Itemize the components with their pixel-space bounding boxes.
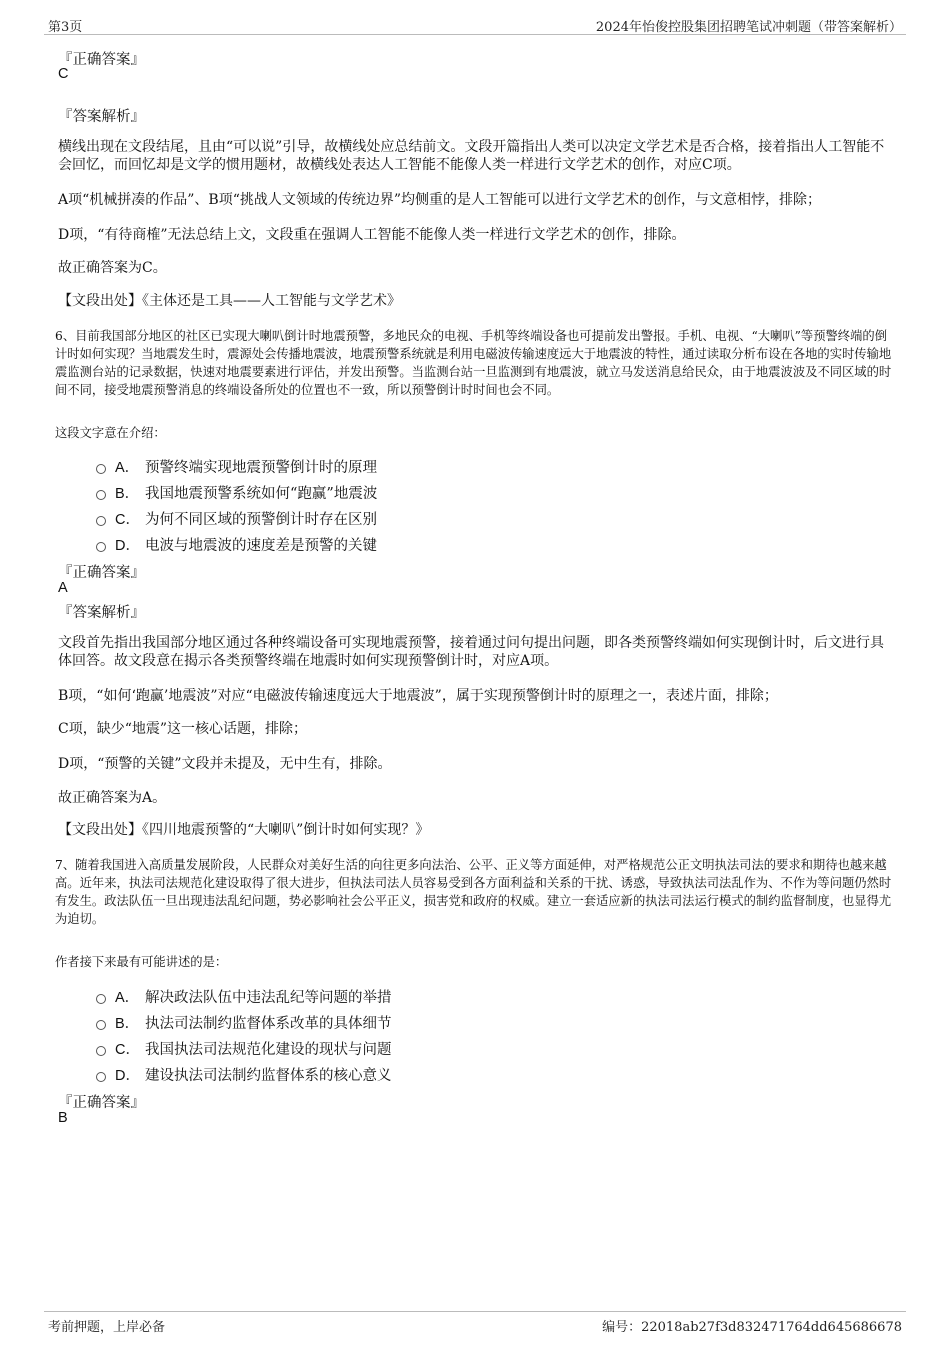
option-c[interactable] bbox=[96, 508, 377, 529]
analysis-paragraph: D项，“预警的关键”文段并未提及，无中生有，排除。 bbox=[58, 756, 392, 772]
analysis-paragraph: D项，“有待商榷”无法总结上文，文段重在强调人工智能不能像人类一样进行文学艺术的创作，排除。 bbox=[58, 227, 686, 243]
correct-answer-label: 『正确答案』 bbox=[58, 565, 145, 581]
correct-answer-value: C bbox=[58, 66, 69, 82]
question-stem: 6、目前我国部分地区的社区已实现大喇叭倒计时地震预警，多地民众的电视、手机等终端设备也可提前发出警报。手机、电视、“大喇叭”等预警终端的倒计时如何实现？当地震发生时，震源处会传播地震波，地震预警系统就是利用电磁波传输速度远大于地震波的特性，通过读取分析布设在各地的实时传输地震监测台站的记录数据，快速对地震要素进行评估，并发出预警。当监测台站一旦监测到有地震波，就立马发送消息给民众，由于地震波波及不同区域的时间不同，接受地震预警消息的终端设备所处的位置也不一致，所以预警倒计时时间也会不同。 bbox=[55, 329, 892, 397]
option-letter: C． bbox=[115, 1042, 140, 1058]
option-text: 我国执法司法规范化建设的现状与问题 bbox=[145, 1042, 392, 1058]
page-header bbox=[44, 14, 906, 35]
analysis-conclusion: 故正确答案为C。 bbox=[58, 260, 167, 276]
analysis-label: 『答案解析』 bbox=[58, 109, 145, 125]
option-d[interactable] bbox=[96, 534, 377, 555]
option-text: 预警终端实现地震预警倒计时的原理 bbox=[145, 460, 377, 476]
question-prompt: 这段文字意在介绍： bbox=[55, 426, 166, 440]
option-letter: B． bbox=[115, 1016, 140, 1032]
page-footer bbox=[44, 1311, 906, 1338]
correct-answer-value: A bbox=[58, 580, 68, 596]
option-a[interactable] bbox=[96, 456, 377, 477]
document-serial: 编号：22018ab27f3d832471764dd645686678 bbox=[602, 1320, 902, 1335]
analysis-paragraph: 文段首先指出我国部分地区通过各种终端设备可实现地震预警，接着通过问句提出问题，即各类预警终端如何实现倒计时，后文进行具体回答。故文段意在揭示各类预警终端在地震时如何实现预警倒计时，对应A项。 bbox=[58, 635, 884, 669]
analysis-label: 『答案解析』 bbox=[58, 605, 145, 621]
page-number: 第3页 bbox=[48, 20, 83, 35]
option-letter: D． bbox=[115, 538, 140, 554]
document-title: 2024年怡俊控股集团招聘笔试冲刺题（带答案解析） bbox=[595, 20, 902, 35]
radio-icon[interactable] bbox=[96, 1046, 106, 1056]
question-prompt: 作者接下来最有可能讲述的是： bbox=[55, 955, 228, 969]
analysis-conclusion: 故正确答案为A。 bbox=[58, 790, 167, 806]
source-citation: 【文段出处】《四川地震预警的“大喇叭”倒计时如何实现？》 bbox=[58, 822, 430, 838]
analysis-paragraph: A项“机械拼凑的作品”、B项“挑战人文领域的传统边界”均侧重的是人工智能可以进行文学艺术的创作，与文意相悖，排除； bbox=[58, 192, 822, 208]
option-letter: A． bbox=[115, 460, 140, 476]
option-text: 电波与地震波的速度差是预警的关键 bbox=[145, 538, 377, 554]
radio-icon[interactable] bbox=[96, 542, 106, 552]
option-b[interactable] bbox=[96, 1012, 392, 1033]
analysis-paragraph: 横线出现在文段结尾，且由“可以说”引导，故横线处应总结前文。文段开篇指出人类可以决定文学艺术是否合格，接着指出人工智能不会回忆，而回忆却是文学的惯用题材，故横线处表达人工智能不能像人类一样进行文学艺术的创作，对应C项。 bbox=[58, 139, 885, 173]
correct-answer-value: B bbox=[58, 1110, 68, 1126]
option-text: 建设执法司法制约监督体系的核心意义 bbox=[145, 1068, 392, 1084]
option-b[interactable] bbox=[96, 482, 377, 503]
footer-slogan: 考前押题，上岸必备 bbox=[48, 1320, 166, 1335]
analysis-paragraph: B项，“如何‘跑赢’地震波”对应“电磁波传输速度远大于地震波”，属于实现预警倒计时的原理之一，表述片面，排除； bbox=[58, 688, 778, 704]
radio-icon[interactable] bbox=[96, 490, 106, 500]
option-letter: C． bbox=[115, 512, 140, 528]
analysis-paragraph: C项，缺少“地震”这一核心话题，排除； bbox=[58, 721, 308, 737]
option-text: 解决政法队伍中违法乱纪等问题的举措 bbox=[145, 990, 392, 1006]
option-c[interactable] bbox=[96, 1038, 392, 1059]
option-text: 我国地震预警系统如何“跑赢”地震波 bbox=[145, 486, 378, 502]
source-citation: 【文段出处】《主体还是工具——人工智能与文学艺术》 bbox=[58, 293, 401, 309]
option-text: 执法司法制约监督体系改革的具体细节 bbox=[145, 1016, 392, 1032]
option-text: 为何不同区域的预警倒计时存在区别 bbox=[145, 512, 377, 528]
radio-icon[interactable] bbox=[96, 464, 106, 474]
option-d[interactable] bbox=[96, 1064, 392, 1085]
radio-icon[interactable] bbox=[96, 516, 106, 526]
option-a[interactable] bbox=[96, 986, 392, 1007]
option-letter: A． bbox=[115, 990, 140, 1006]
option-letter: B． bbox=[115, 486, 140, 502]
question-stem: 7、随着我国进入高质量发展阶段，人民群众对美好生活的向往更多向法治、公平、正义等方面延伸，对严格规范公正文明执法司法的要求和期待也越来越高。近年来，执法司法规范化建设取得了很大进步，但执法司法人员容易受到各方面利益和关系的干扰、诱惑，导致执法司法乱作为、不作为等问题仍然时有发生。政法队伍一旦出现违法乱纪问题，势必影响社会公平正义，损害党和政府的权威。建立一套适应新的执法司法运行模式的制约监督制度，也显得尤为迫切。 bbox=[55, 858, 892, 926]
correct-answer-label: 『正确答案』 bbox=[58, 1095, 145, 1111]
correct-answer-label: 『正确答案』 bbox=[58, 52, 145, 68]
radio-icon[interactable] bbox=[96, 994, 106, 1004]
radio-icon[interactable] bbox=[96, 1020, 106, 1030]
radio-icon[interactable] bbox=[96, 1072, 106, 1082]
option-letter: D． bbox=[115, 1068, 140, 1084]
